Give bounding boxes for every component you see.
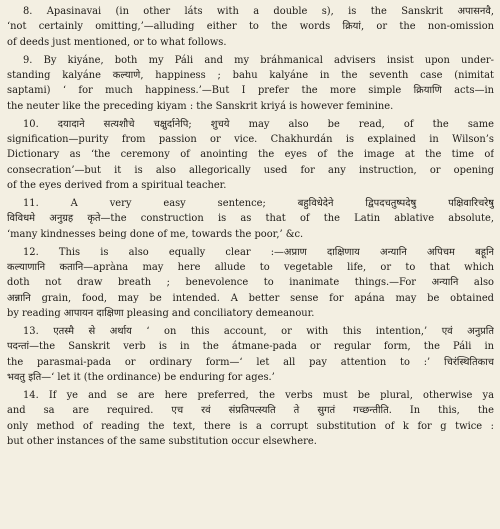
text-line: ‘many kindnesses being done of me, towards the poor,’ &c. [7, 228, 304, 240]
text-line: विविधमे अनुग्रह कृते—the construction is as that of the Latin ablative absolute, [7, 213, 494, 225]
text-line: signification—purity from passion or vice. Chakhurdán is explained in Wilson’s [7, 134, 494, 145]
text-line: the neuter like the preceding kiyam : the Sanskrit kriyá is however feminine. [7, 100, 394, 112]
text-line: 11. A very easy sentence; बहुविधेदेने द्विपदचतुष्पदेषु पक्षिवारिचरेषु [23, 198, 494, 209]
paragraph-11 [7, 196, 494, 242]
text-line: only method of reading the text, there is a corrupt substitution of k for g twice : [7, 420, 494, 432]
text-line: of deeds just mentioned, or to what follows. [7, 36, 227, 48]
text-line: कल्याणानि कतानि—apràna may here allude to vegetable life, or to that which [7, 262, 494, 273]
paragraph-8 [7, 4, 494, 50]
text-line: saptami) ‘ for much happiness.’—But I prefer the more simple क्रियाणि acts—in [7, 85, 494, 97]
text-line: पदन्तां—the Sanskrit verb is in the átmane-pada or regular form, the Páli in [7, 341, 494, 353]
paragraph-13 [7, 324, 494, 385]
text-line: ‘not certainly omitting,’—alluding either to the words क्रियां, or the non-omission [7, 21, 494, 33]
paragraph-10 [7, 117, 494, 193]
text-line: consecration’—but it is also allegorically used for any instruction, or opening [7, 164, 494, 176]
text-line: 9. By kiyáne, both my Páli and my bráhmanical advisers insist upon under- [23, 54, 494, 66]
text-line: by reading आपायन दाक्षिणा pleasing and conciliatory demeanour. [7, 307, 315, 319]
text-line: भवतु इति—‘ let it (the ordinance) be enduring for ages.’ [7, 371, 275, 383]
text-line: 8. Apasinavai (in other láts with a double s), is the Sanskrit अपासनवै, [23, 6, 494, 17]
text-line: standing kalyáne कल्याणे, happiness ; bahu kalyáne in the seventh case (nimitat [7, 70, 494, 81]
text-line: 13. एतस्मै से अर्थाय ‘ on this account, or with this intention,’ एवं अनुप्रति [23, 326, 494, 337]
text-line: Dictionary as ‘the ceremony of anointing the eyes of the image at the time of [7, 149, 494, 161]
text-line: 14. If ye and se are here preferred, the verbs must be plural, otherwise ya [23, 390, 494, 401]
text-line: 10. दयादाने सत्यशौचे चक्षुर्दानेपि; शुचये may also be read, of the same [23, 118, 494, 130]
text-line: of the eyes derived from a spiritual teacher. [7, 179, 227, 191]
text-line: doth not draw breath ; benevolence to inanimate things.—For अन्यानि also [7, 277, 494, 289]
text-line: the parasmai-pada or ordinary form—‘ let all pay attention to :’ चिरंस्थितिकाच [7, 356, 494, 368]
text-line: अन्नानि grain, food, may be intended. A better sense for apána may be obtained [7, 292, 494, 304]
text-line: and sa are required. एच रवं संप्रतिपत्स्यति ते सुगतं गच्छन्तीति. In this, the [7, 405, 494, 417]
text-line: 12. This is also equally clear :—अप्राण दाक्षिणाय अन्यानि अपिचम बहूनि [23, 246, 494, 258]
paragraph-12 [7, 245, 494, 321]
paragraph-9 [7, 53, 494, 114]
text-line: but other instances of the same substitution occur elsewhere. [7, 435, 317, 447]
paragraph-14 [7, 388, 494, 449]
